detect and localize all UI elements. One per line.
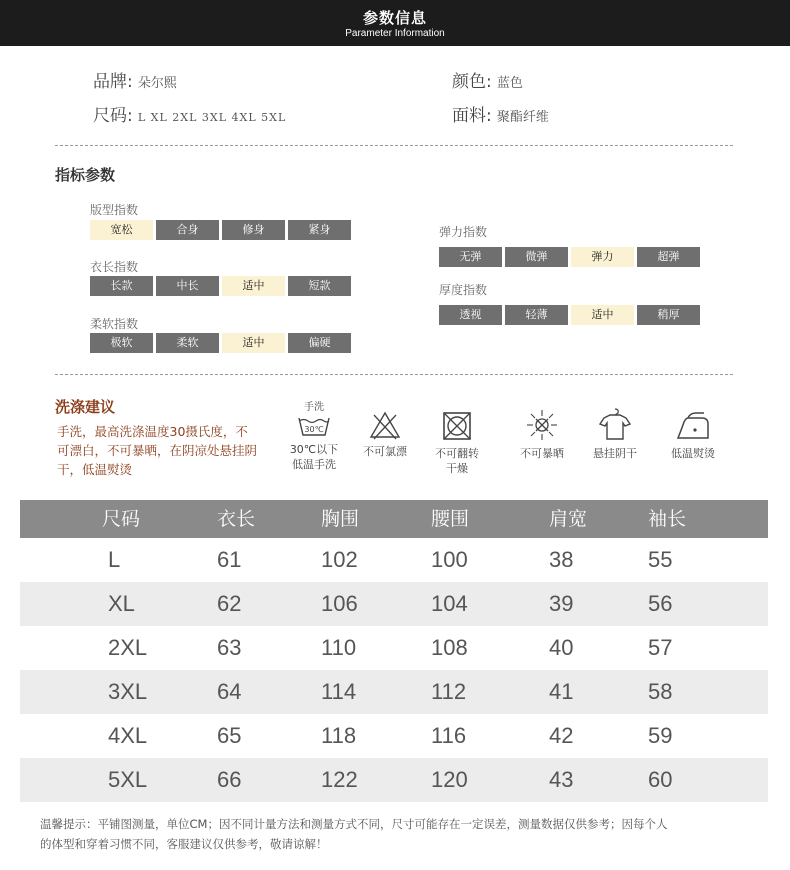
table-cell: 3XL (108, 679, 148, 704)
hand-wash-label-2: 低温手洗 (292, 458, 336, 471)
table-cell: 106 (321, 591, 358, 616)
elasticity-index-label: 弹力指数 (439, 225, 488, 239)
table-cell: 114 (321, 679, 357, 704)
index-option: 稍厚 (637, 305, 700, 325)
index-option: 合身 (156, 220, 219, 240)
index-option: 中长 (156, 276, 219, 296)
no-bleach-item (356, 410, 414, 459)
table-row (20, 714, 768, 758)
no-bleach-label: 不可氯漂 (363, 445, 407, 458)
index-option: 适中 (222, 276, 285, 296)
no-tumble-dry-icon (441, 410, 473, 442)
header-title: 参数信息 (362, 9, 427, 27)
index-option: 柔软 (156, 333, 219, 353)
color-label: 颜色: (452, 72, 492, 92)
index-option: 无弹 (439, 247, 502, 267)
index-option: 轻薄 (505, 305, 568, 325)
color-row (452, 67, 523, 92)
page-header (0, 0, 790, 46)
index-option: 偏硬 (288, 333, 351, 353)
thickness-index-label: 厚度指数 (439, 283, 488, 297)
table-cell: 58 (648, 679, 673, 704)
material-label: 面料: (452, 106, 492, 126)
table-cell: XL (108, 591, 135, 616)
hand-wash-top-label: 手洗 (304, 402, 324, 413)
length-index-chips (90, 276, 351, 296)
table-cell: 110 (321, 635, 357, 660)
size-table (20, 500, 768, 802)
header-waist: 腰围 (431, 508, 470, 530)
low-iron-label: 低温熨烫 (671, 447, 715, 460)
size-table-header (20, 500, 768, 538)
table-cell: 43 (549, 767, 574, 792)
color-value: 蓝色 (496, 76, 523, 91)
thickness-index-chips (439, 305, 700, 325)
hang-dry-icon (597, 406, 633, 442)
fit-index-label: 版型指数 (90, 203, 139, 217)
note-line-2: 的体型和穿着习惯不同，客服建议仅供参考，敬请谅解！ (40, 837, 328, 851)
no-sun-icon (525, 408, 559, 442)
table-cell: 57 (648, 635, 673, 660)
table-cell: 61 (217, 547, 242, 572)
table-cell: 60 (648, 767, 673, 792)
index-option: 极软 (90, 333, 153, 353)
indices-title: 指标参数 (55, 166, 116, 184)
hang-dry-label: 悬挂阴干 (593, 447, 637, 460)
table-cell: 41 (549, 679, 574, 704)
divider (55, 145, 733, 146)
hang-dry-item (585, 406, 645, 461)
table-cell: 62 (217, 591, 242, 616)
index-option: 适中 (222, 333, 285, 353)
header-chest: 胸围 (321, 508, 360, 530)
softness-index-chips (90, 333, 351, 353)
size-label: 尺码: (93, 106, 133, 126)
table-cell: 40 (549, 635, 574, 660)
table-cell: 64 (217, 679, 242, 704)
index-option: 适中 (571, 305, 634, 325)
wash-text: 手洗，最高洗涤温度30摄氏度，不可漂白，不可暴晒，在阴凉处悬挂阴干，低温熨烫 (57, 424, 258, 477)
size-value: L XL 2XL 3XL 4XL 5XL (137, 111, 287, 124)
header-shoulder: 肩宽 (549, 508, 588, 530)
size-note (40, 814, 755, 854)
no-tumble-dry-label-1: 不可翻转 (435, 447, 479, 460)
table-cell: 120 (431, 767, 468, 792)
low-iron-item (660, 410, 726, 461)
header-size: 尺码 (102, 508, 141, 530)
wash-title: 洗涤建议 (55, 398, 116, 416)
header-length: 衣长 (217, 508, 256, 530)
no-tumble-dry-label-2: 干燥 (446, 462, 468, 475)
index-option: 微弹 (505, 247, 568, 267)
material-value: 聚酯纤维 (496, 110, 549, 125)
index-option: 短款 (288, 276, 351, 296)
table-cell: 108 (431, 635, 468, 660)
table-cell: 5XL (108, 767, 148, 792)
index-option: 紧身 (288, 220, 351, 240)
index-option: 超弹 (637, 247, 700, 267)
table-cell: 66 (217, 767, 242, 792)
table-cell: 118 (321, 723, 357, 748)
table-cell: 39 (549, 591, 574, 616)
hand-wash-item (283, 402, 345, 472)
index-option: 长款 (90, 276, 153, 296)
elasticity-index-chips (439, 247, 700, 267)
table-cell: 112 (431, 679, 467, 704)
table-cell: 56 (648, 591, 673, 616)
table-row (20, 758, 768, 802)
hand-wash-label-1: 30℃以下 (289, 443, 339, 456)
note-line-1: 温馨提示：平铺图测量，单位CM；因不同计量方法和测量方式不同，尺寸可能存在一定误差，测量数据仅供参考；因每个人 (40, 817, 668, 831)
table-cell: 4XL (108, 723, 148, 748)
index-option: 透视 (439, 305, 502, 325)
table-cell: 2XL (108, 635, 148, 660)
table-cell: 104 (431, 591, 468, 616)
table-row (20, 582, 768, 626)
table-cell: 102 (321, 547, 358, 572)
brand-label: 品牌: (93, 72, 133, 92)
header-subtitle: Parameter Information (345, 28, 445, 39)
hand-wash-temp: 30℃ (304, 425, 324, 434)
no-tumble-dry-item (428, 410, 486, 476)
table-cell: 55 (648, 547, 673, 572)
table-cell: 116 (431, 723, 467, 748)
no-sun-label: 不可暴晒 (520, 447, 564, 460)
header-sleeve: 袖长 (648, 508, 687, 530)
table-row (20, 670, 768, 714)
table-cell: L (108, 547, 121, 572)
table-cell: 63 (217, 635, 242, 660)
table-cell: 42 (549, 723, 574, 748)
table-cell: 100 (431, 547, 468, 572)
no-sun-item (513, 408, 571, 461)
length-index-label: 衣长指数 (90, 260, 139, 274)
table-row (20, 626, 768, 670)
material-row (452, 101, 549, 126)
brand-value: 朵尔熙 (137, 76, 177, 91)
index-option: 宽松 (90, 220, 153, 240)
softness-index-label: 柔软指数 (90, 317, 139, 331)
divider (55, 374, 733, 375)
index-option: 弹力 (571, 247, 634, 267)
table-row (20, 538, 768, 582)
fit-index-chips (90, 220, 351, 240)
table-cell: 65 (217, 723, 242, 748)
table-cell: 122 (321, 767, 358, 792)
table-cell: 38 (549, 547, 574, 572)
table-cell: 59 (648, 723, 673, 748)
no-bleach-icon (368, 410, 402, 440)
size-row (93, 101, 286, 126)
hand-wash-icon (296, 414, 332, 438)
brand-row (93, 67, 177, 92)
index-option: 修身 (222, 220, 285, 240)
size-table-body (20, 538, 768, 802)
low-iron-icon (674, 410, 712, 442)
